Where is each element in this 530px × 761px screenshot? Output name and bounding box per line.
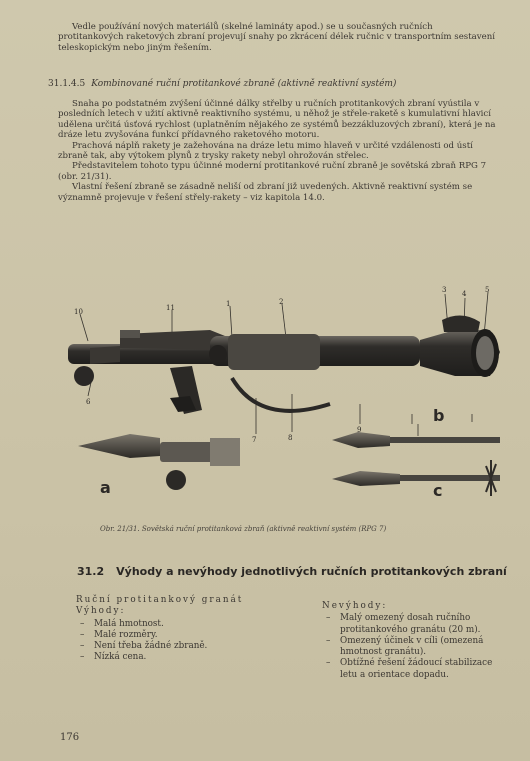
part-number: 9 bbox=[357, 426, 362, 434]
subsection-title: Kombinované ruční protitankové zbraně (aktivně reaktivní systém) bbox=[91, 79, 397, 89]
panel-label-a: a bbox=[100, 478, 111, 497]
grenade-title: Ruční protitankový granát bbox=[76, 595, 244, 605]
part-number: 1 bbox=[226, 300, 231, 308]
list-item: – Malá hmotnost. bbox=[76, 619, 326, 630]
body-paragraphs bbox=[58, 99, 498, 203]
intro-text: Vedle používání nových materiálů (skelné lamináty apod.) se u současných ručních protitankových raketových zbraní projevují snahy po zkrácení délek ručnic v transportním sestavení teleskopickým nebo jiným řešením. bbox=[58, 22, 495, 53]
launcher-drawing bbox=[68, 315, 500, 414]
advantages-list bbox=[76, 619, 326, 664]
part-number: 4 bbox=[462, 290, 467, 298]
paragraph: Představitelem tohoto typu účinné moderní protitankové ruční zbraně je sovětská zbraň RPG 7 (obr. 21/31). bbox=[58, 161, 487, 182]
subsection-heading bbox=[48, 79, 498, 89]
disadvantages-column bbox=[322, 601, 512, 681]
part-number: 10 bbox=[74, 308, 83, 316]
rpg7-illustration bbox=[60, 286, 510, 522]
list-item: – Není třeba žádné zbraně. bbox=[76, 641, 326, 652]
subsection-number: 31.1.4.5 bbox=[48, 79, 86, 89]
list-item: – Obtížné řešení žádoucí stabilizace letu a orientace dopadu. bbox=[322, 658, 512, 681]
advantages-label: Výhody: bbox=[76, 606, 126, 617]
part-number: 6 bbox=[86, 398, 91, 406]
section-heading bbox=[77, 565, 517, 578]
list-item: – Omezený účinek v cíli (omezená hmotnost granátu). bbox=[322, 636, 512, 659]
disadvantages-list bbox=[322, 613, 512, 681]
list-item: – Malý omezený dosah ručního protitankového granátu (20 m). bbox=[322, 613, 512, 636]
page-number: 176 bbox=[60, 732, 80, 743]
disadvantages-label: Nevýhody: bbox=[322, 601, 388, 611]
figure-caption: Obr. 21/31. Sovětská ruční protitanková zbraň (aktivně reaktivní systém (RPG 7) bbox=[100, 525, 387, 533]
part-number: 3 bbox=[442, 286, 447, 294]
list-item: – Malé rozměry. bbox=[76, 630, 326, 641]
part-number: 7 bbox=[252, 436, 257, 444]
part-number: 8 bbox=[288, 434, 293, 442]
section-number: 31.2 bbox=[77, 565, 105, 578]
section-title: Výhody a nevýhody jednotlivých ručních protitankových zbraní bbox=[116, 565, 507, 578]
advantages-column bbox=[76, 595, 326, 664]
panel-label-c: c bbox=[433, 481, 443, 500]
paragraph: Snaha po podstatném zvýšení účinné dálky střelby u ručních protitankových zbraní vyústila v posledních letech v užití aktivně reaktivního systému, u něhož je střele-raketě s kumulativní hlavicí udělena určitá úsťová rychlost (uplatněním nějakého ze systémů bezzákluzových zbraní), která je na dráze letu zvyšována funkcí přídavného raketového motoru. bbox=[58, 99, 496, 141]
part-number: 11 bbox=[166, 304, 175, 312]
rpg7-figure bbox=[60, 286, 510, 522]
paragraph: Prachová náplň rakety je zažehována na dráze letu mimo hlaveň v určité vzdálenosti od ústí zbraně tak, aby výtokem plynů z trysky rakety nebyl ohrožován střelec. bbox=[58, 140, 473, 162]
panel-label-b: b bbox=[433, 406, 445, 425]
paragraph: Vlastní řešení zbraně se zásadně neliší od zbraní již uvedených. Aktivně reaktivní systém se významně projevuje v řešení střely-rakety – viz kapitola 14.0. bbox=[58, 182, 473, 203]
intro-paragraph bbox=[58, 22, 498, 53]
list-item: – Nízká cena. bbox=[76, 652, 326, 663]
part-number: 5 bbox=[485, 286, 490, 294]
part-number: 2 bbox=[279, 298, 284, 306]
grenade-c-drawing bbox=[332, 460, 500, 496]
